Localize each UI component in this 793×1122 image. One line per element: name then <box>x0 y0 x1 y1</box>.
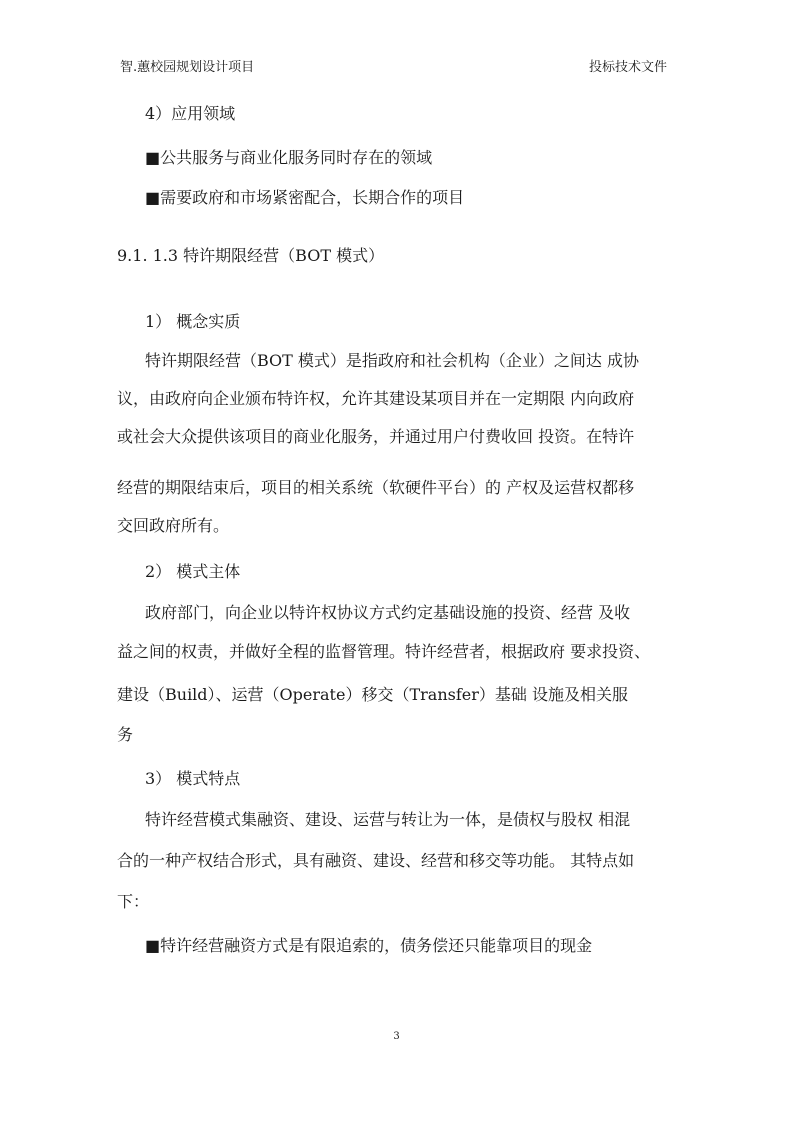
header-left: 智.蕙校园规划设计项目 <box>120 60 255 75</box>
paragraph-line: 政府部门，向企业以特许权协议方式约定基础设施的投资、经营 及收 <box>145 603 631 622</box>
paragraph-line: 建设（Build）、运营（Operate）移交（Transfer）基础 设施及相关服 <box>117 685 628 704</box>
paragraph-line: 议，由政府向企业颁布特许权，允许其建设某项目并在一定期限 内向政府 <box>117 389 635 408</box>
bullet-line: ■特许经营融资方式是有限追索的，债务偿还只能靠项目的现金 <box>145 936 593 955</box>
paragraph-line: 或社会大众提供该项目的商业化服务，并通过用户付费收回 投资。在特许 <box>117 427 635 446</box>
section-heading: 9.1. 1.3 特许期限经营（BOT 模式） <box>117 246 385 265</box>
paragraph-line: 交回政府所有。 <box>117 516 230 535</box>
subheading-concept: 1） 概念实质 <box>145 312 241 331</box>
line-application-heading: 4）应用领域 <box>145 104 236 123</box>
paragraph-line: 经营的期限结束后，项目的相关系统（软硬件平台）的 产权及运营权都移 <box>117 478 635 497</box>
paragraph-line: 益之间的权责，并做好全程的监督管理。特许经营者，根据政府 要求投资、 <box>117 642 651 661</box>
subheading-subject: 2） 模式主体 <box>145 562 241 581</box>
paragraph-line: 特许期限经营（BOT 模式）是指政府和社会机构（企业）之间达 成协 <box>145 351 640 370</box>
bullet-line: ■公共服务与商业化服务同时存在的领域 <box>145 148 433 167</box>
paragraph-line: 合的一种产权结合形式，具有融资、建设、经营和移交等功能。 其特点如 <box>117 851 635 870</box>
bullet-line: ■需要政府和市场紧密配合，长期合作的项目 <box>145 188 465 207</box>
page-number: 3 <box>393 1031 400 1042</box>
paragraph-line: 下： <box>117 892 150 911</box>
header-right: 投标技术文件 <box>589 60 668 75</box>
subheading-features: 3） 模式特点 <box>145 769 241 788</box>
paragraph-line: 务 <box>117 725 134 744</box>
paragraph-line: 特许经营模式集融资、建设、运营与转让为一体，是债权与股权 相混 <box>145 810 631 829</box>
